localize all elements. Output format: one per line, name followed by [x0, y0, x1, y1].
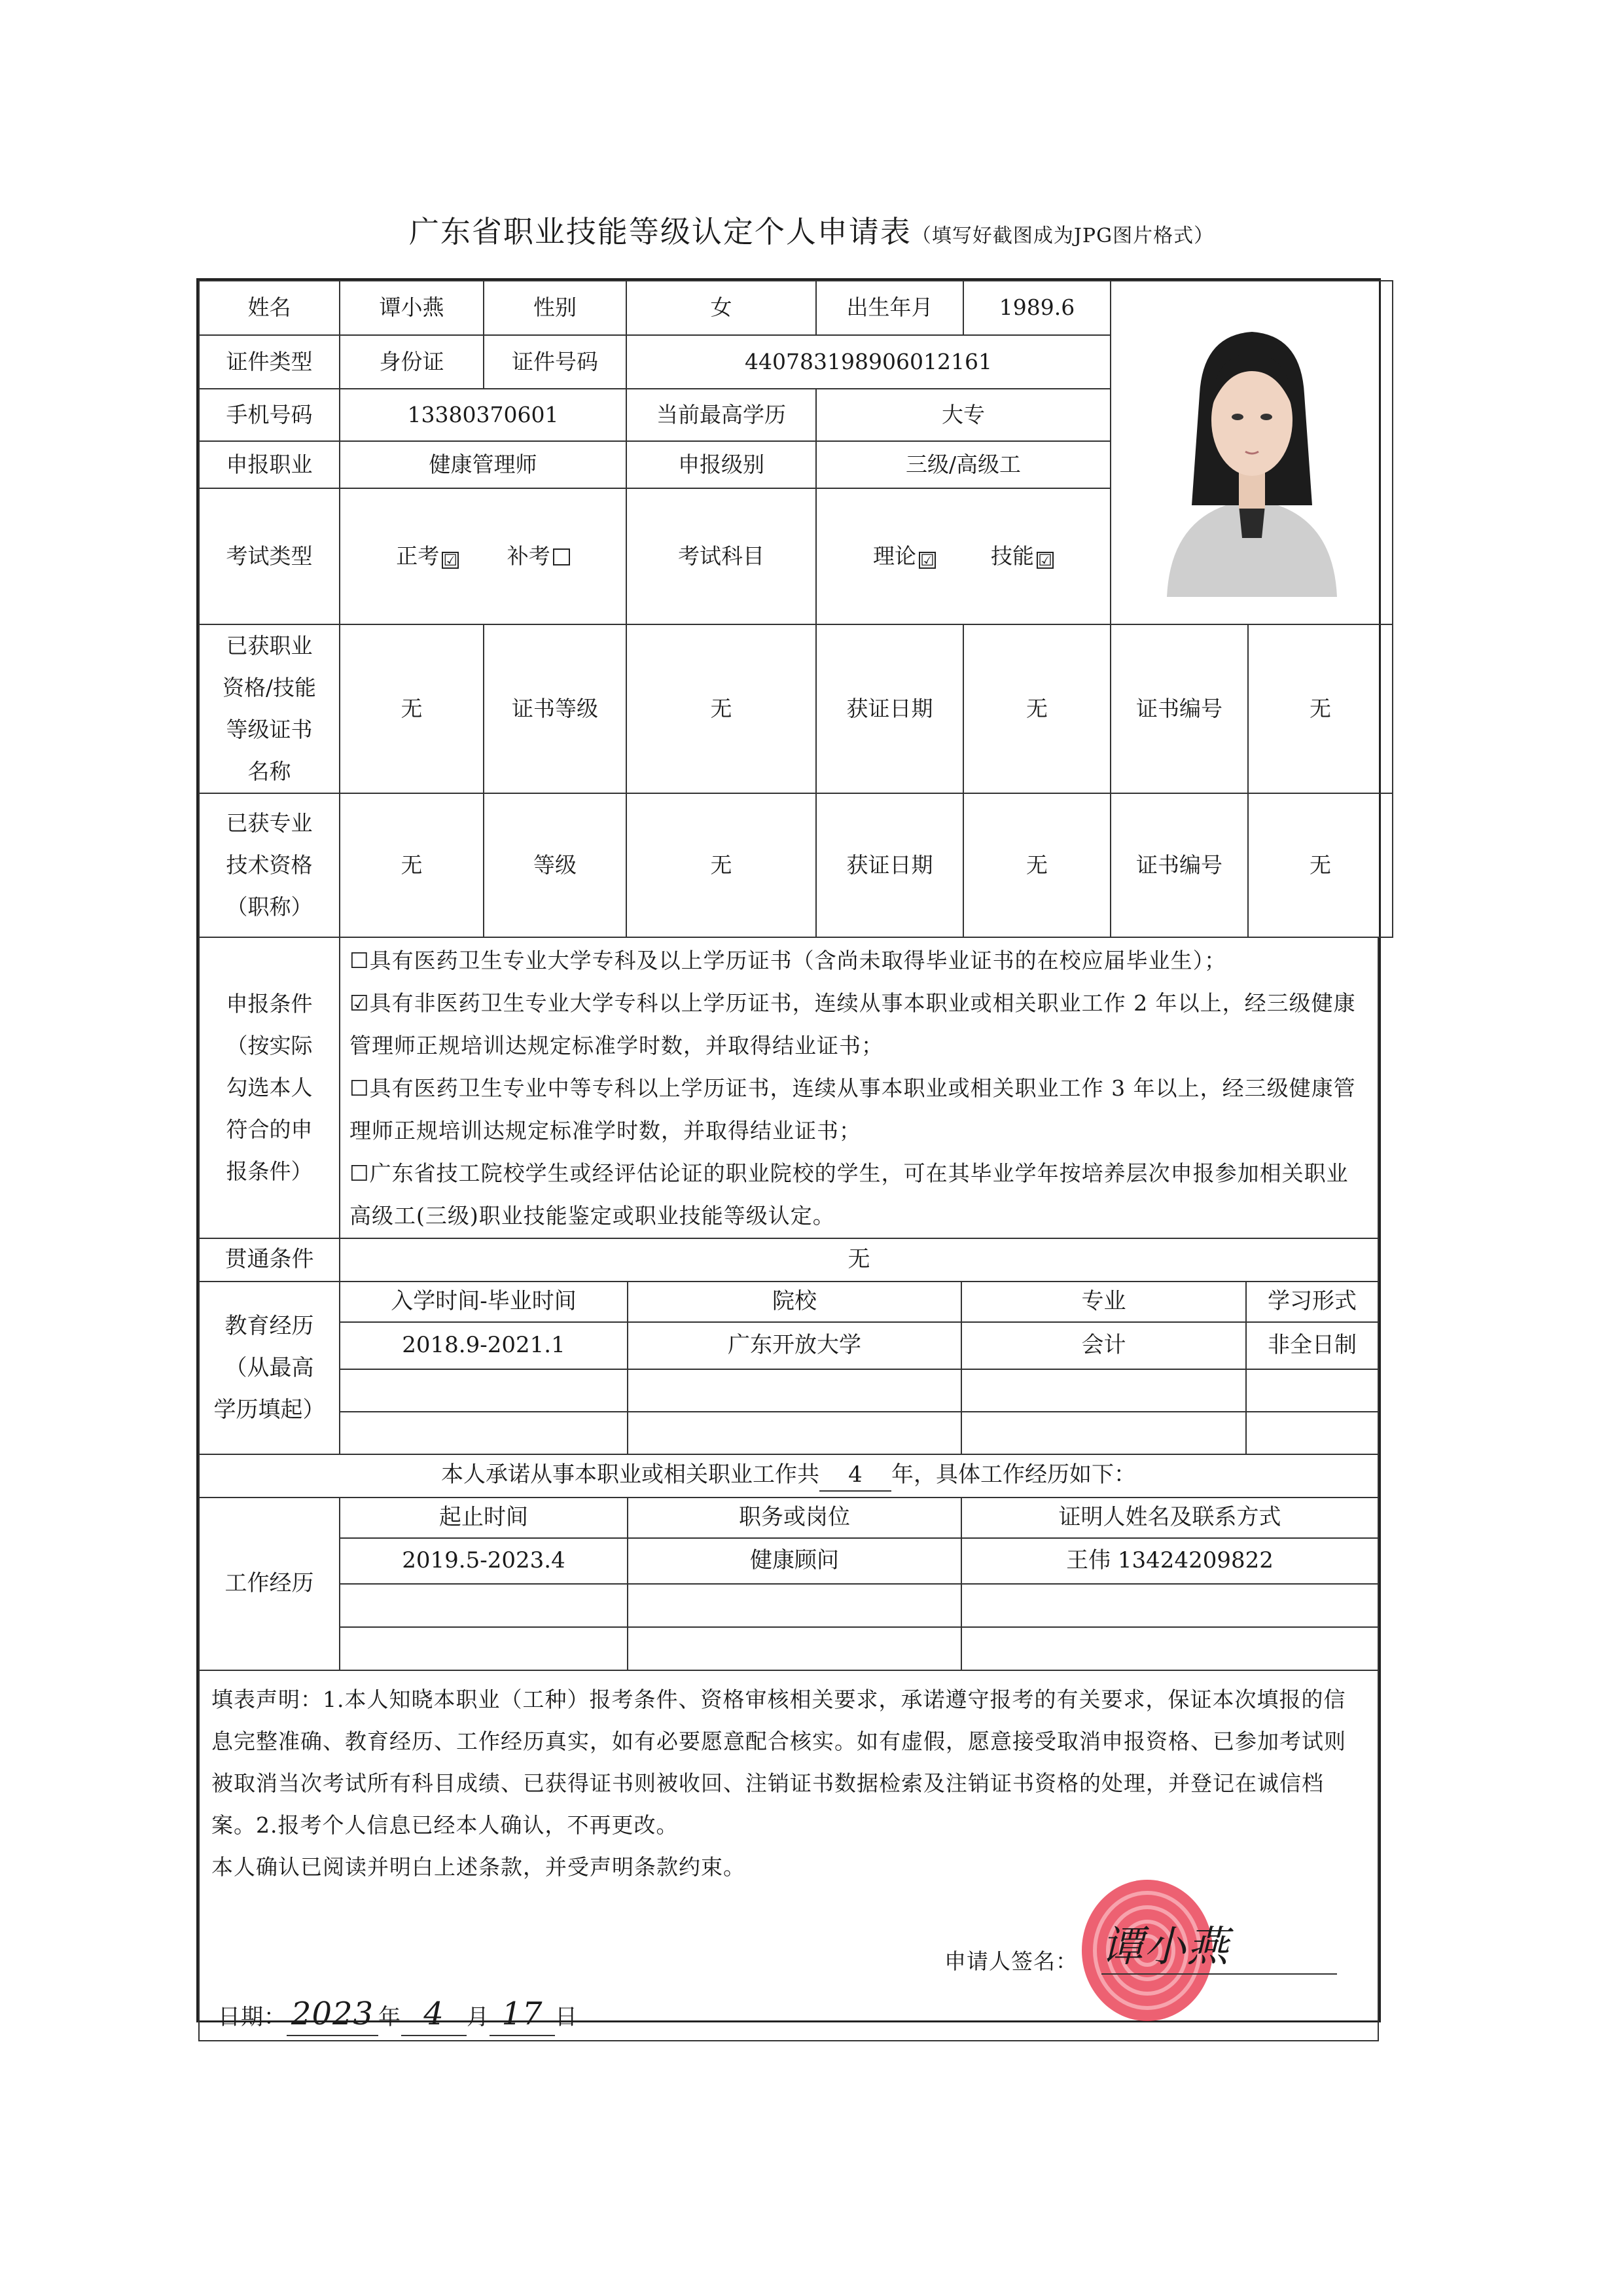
name-value: 谭小燕: [340, 281, 484, 335]
condition-text: 具有医药卫生专业中等专科以上学历证书，连续从事本职业或相关职业工作 3 年以上，经三级健康管理师正规培训达规定标准学时数，并取得结业证书；: [349, 1075, 1356, 1143]
tech-grade-label: 等级: [484, 793, 626, 937]
regular-exam-label: 正考: [396, 543, 440, 569]
education-period: 2018.9-2021.1: [340, 1322, 628, 1369]
education-header-school: 院校: [628, 1282, 961, 1322]
conditions-list: [340, 937, 1378, 1238]
work-years: 4: [819, 1460, 891, 1492]
id-no-value: 440783198906012161: [626, 335, 1111, 389]
cert-label: [199, 624, 340, 793]
applicant-photo: [1141, 309, 1363, 597]
condition-item: [349, 939, 1368, 982]
cert-label-line-1: 已获职业: [226, 633, 313, 658]
condition-item: [349, 982, 1368, 1067]
cert-grade-value: 无: [626, 624, 816, 793]
tech-name-value: 无: [340, 793, 484, 937]
id-type-label: 证件类型: [199, 335, 340, 389]
date-day-unit: 日: [555, 2004, 578, 2030]
tech-date-label: 获证日期: [816, 793, 963, 937]
education-school: [628, 1412, 961, 1454]
conditions-label-line-1: 申报条件: [226, 991, 313, 1016]
table-row: [199, 1322, 1378, 1369]
conditions-label-line-5: 报条件）: [226, 1158, 313, 1184]
education-level-value: 大专: [816, 389, 1111, 441]
education-level-label: 当前最高学历: [626, 389, 816, 441]
through-label: 贯通条件: [199, 1238, 340, 1282]
work-table: [198, 1454, 1379, 1671]
sign-label: 申请人签名：: [944, 1948, 1078, 1974]
regular-exam-checkbox[interactable]: ☑: [442, 552, 459, 569]
education-header-major: 专业: [961, 1282, 1246, 1322]
work-header-position: 职务或岗位: [628, 1498, 961, 1538]
work-header-period: 起止时间: [340, 1498, 628, 1538]
skill-checkbox[interactable]: ☑: [1037, 552, 1054, 569]
id-type-value: 身份证: [340, 335, 484, 389]
work-header-reference: 证明人姓名及联系方式: [961, 1498, 1378, 1538]
work-reference: 王伟 13424209822: [961, 1538, 1378, 1584]
declaration-confirm: 本人确认已阅读并明白上述条款，并受声明条款约束。: [211, 1854, 745, 1880]
conditions-label-line-2: （按实际: [226, 1033, 313, 1058]
date-year-unit: 年: [378, 2004, 401, 2030]
table-row: [199, 1538, 1378, 1584]
exam-type-label: 考试类型: [199, 488, 340, 624]
level-label: 申报级别: [626, 441, 816, 488]
form-title: [0, 208, 1623, 251]
table-row: [199, 1584, 1378, 1627]
photo-cell: [1111, 281, 1393, 624]
work-pledge-prefix: 本人承诺从事本职业或相关职业工作共: [441, 1462, 819, 1488]
education-major: [961, 1369, 1246, 1412]
education-period: [340, 1412, 628, 1454]
through-value: 无: [340, 1238, 1378, 1282]
theory-checkbox[interactable]: ☑: [919, 552, 936, 569]
education-mode: 非全日制: [1246, 1322, 1378, 1369]
level-value: 三级/高级工: [816, 441, 1111, 488]
cert-no-value: 无: [1248, 624, 1393, 793]
conditions-label-line-3: 勾选本人: [226, 1075, 313, 1100]
conditions-label-line-4: 符合的申: [226, 1117, 313, 1142]
makeup-exam-label: 补考: [507, 543, 550, 569]
phone-value: 13380370601: [340, 389, 626, 441]
birth-label: 出生年月: [816, 281, 963, 335]
tech-label-line-3: （职称）: [226, 894, 313, 920]
cert-date-value: 无: [963, 624, 1111, 793]
job-value: 健康管理师: [340, 441, 626, 488]
job-label: 申报职业: [199, 441, 340, 488]
declaration-cell: [199, 1670, 1378, 2041]
id-no-label: 证件号码: [484, 335, 626, 389]
table-row: [199, 1627, 1378, 1670]
education-label-line-2: （从最高: [224, 1355, 314, 1381]
education-school: [628, 1369, 961, 1412]
cert-label-line-3: 等级证书: [226, 717, 313, 742]
title-note: （填写好截图成为JPG图片格式）: [911, 224, 1215, 247]
date-year: 2023: [287, 1993, 378, 2036]
tech-label-line-2: 技术资格: [226, 852, 313, 878]
work-label: 工作经历: [199, 1498, 340, 1670]
condition-item: [349, 1152, 1368, 1237]
table-row: [199, 1412, 1378, 1454]
name-label: 姓名: [199, 281, 340, 335]
education-label-line-1: 教育经历: [224, 1313, 314, 1339]
cert-date-label: 获证日期: [816, 624, 963, 793]
declaration-text: 填表声明：1.本人知晓本职业（工种）报考条件、资格审核相关要求，承诺遵守报考的有关要求，保证本次填报的信息完整准确、教育经历、工作经历真实，如有必要愿意配合核实。如有虚假，愿意接受取消申报资格、已参加考试则被取消当次考试所有科目成绩、已获得证书则被收回、注销证书数据检索及注销证书资格的处理，并登记在诚信档案。2.报考个人信息已经本人确认，不再更改。: [211, 1687, 1346, 1838]
basic-info-table: [198, 280, 1393, 625]
cert-label-line-4: 名称: [247, 759, 291, 784]
date-label: 日期：: [218, 2004, 287, 2030]
tech-label-line-1: 已获专业: [226, 810, 313, 836]
condition-checkbox[interactable]: ☐: [349, 1075, 370, 1101]
condition-text: 具有医药卫生专业大学专科及以上学历证书（含尚未取得毕业证书的在校应届毕业生）；: [369, 947, 1227, 973]
condition-text: 具有非医药卫生专业大学专科以上学历证书，连续从事本职业或相关职业工作 2 年以上，经三级健康管理师正规培训达规定标准学时数，并取得结业证书；: [349, 990, 1356, 1058]
tech-date-value: 无: [963, 793, 1111, 937]
cert-grade-label: 证书等级: [484, 624, 626, 793]
work-position: [628, 1627, 961, 1670]
date-month: 4: [401, 1993, 467, 2036]
education-table: [198, 1281, 1379, 1455]
date-day: 17: [490, 1993, 555, 2036]
condition-text: 广东省技工院校学生或经评估论证的职业院校的学生，可在其毕业学年按培养层次申报参加相关职业高级工(三级)职业技能鉴定或职业技能等级认定。: [349, 1160, 1349, 1229]
education-label-line-3: 学历填起）: [213, 1397, 325, 1423]
cert-name-value: 无: [340, 624, 484, 793]
work-reference: [961, 1584, 1378, 1627]
education-header-mode: 学习形式: [1246, 1282, 1378, 1322]
work-period: [340, 1627, 628, 1670]
conditions-label: [199, 937, 340, 1238]
title-text: 广东省职业技能等级认定个人申请表: [408, 214, 912, 249]
exam-subject-options: [816, 488, 1111, 624]
date-month-unit: 月: [467, 2004, 490, 2030]
signature: 谭小燕: [1101, 1921, 1337, 1975]
tech-label: [199, 793, 340, 937]
work-period: 2019.5-2023.4: [340, 1538, 628, 1584]
birth-value: 1989.6: [963, 281, 1111, 335]
skill-label: 技能: [990, 543, 1034, 569]
conditions-table: [198, 937, 1379, 1282]
exam-subject-label: 考试科目: [626, 488, 816, 624]
gender-value: 女: [626, 281, 816, 335]
theory-label: 理论: [873, 543, 917, 569]
exam-type-options: [340, 488, 626, 624]
phone-label: 手机号码: [199, 389, 340, 441]
condition-checkbox[interactable]: ☐: [349, 1160, 370, 1186]
work-position: [628, 1584, 961, 1627]
education-school: 广东开放大学: [628, 1322, 961, 1369]
work-pledge-suffix: 年，具体工作经历如下：: [891, 1462, 1136, 1488]
education-major: 会计: [961, 1322, 1246, 1369]
tech-grade-value: 无: [626, 793, 816, 937]
signature-area: [211, 1888, 1366, 2032]
education-major: [961, 1412, 1246, 1454]
table-row: [199, 1369, 1378, 1412]
education-header-period: 入学时间-毕业时间: [340, 1282, 628, 1322]
condition-checkbox[interactable]: ☑: [349, 990, 370, 1016]
gender-label: 性别: [484, 281, 626, 335]
education-mode: [1246, 1369, 1378, 1412]
application-form: [196, 278, 1381, 2032]
education-mode: [1246, 1412, 1378, 1454]
makeup-exam-checkbox[interactable]: [553, 548, 570, 565]
work-position: 健康顾问: [628, 1538, 961, 1584]
cert-label-line-2: 资格/技能: [222, 675, 317, 700]
work-reference: [961, 1627, 1378, 1670]
education-label: [199, 1282, 340, 1454]
sign-date: [218, 1993, 578, 2038]
certificates-table: [198, 624, 1393, 938]
tech-no-label: 证书编号: [1111, 793, 1248, 937]
condition-item: [349, 1067, 1368, 1152]
condition-checkbox[interactable]: ☐: [349, 947, 370, 973]
work-pledge: [199, 1454, 1378, 1498]
education-period: [340, 1369, 628, 1412]
cert-no-label: 证书编号: [1111, 624, 1248, 793]
declaration-table: [198, 1670, 1379, 2041]
tech-no-value: 无: [1248, 793, 1393, 937]
work-period: [340, 1584, 628, 1627]
